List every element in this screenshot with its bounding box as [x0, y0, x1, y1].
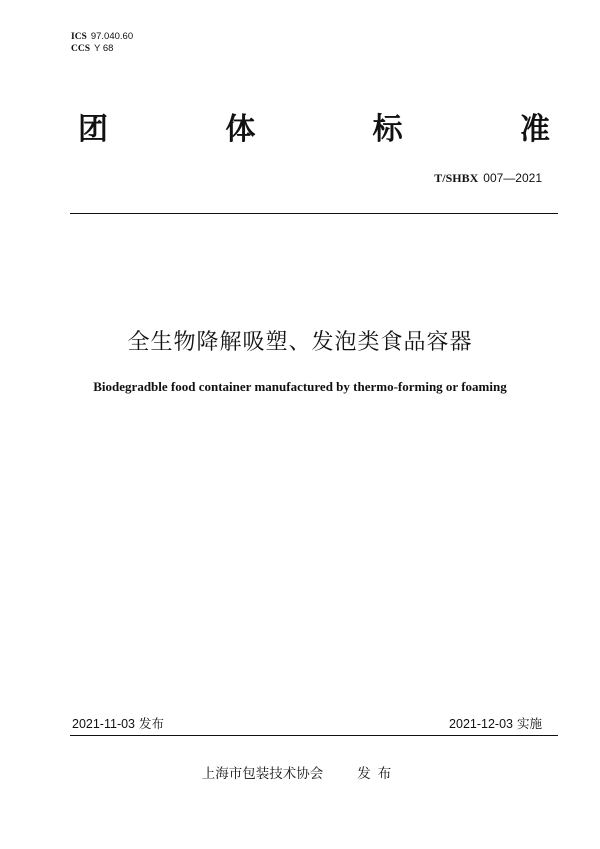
- ccs-value: Y 68: [94, 43, 114, 54]
- ccs-label: CCS: [71, 44, 91, 54]
- standard-number: [434, 171, 542, 186]
- standard-type-heading: [78, 112, 550, 148]
- standard-type-char: 团: [78, 112, 108, 147]
- document-title-english: Biodegradble food container manufactured by thermo-forming or foaming: [93, 379, 507, 394]
- issue-date-label: 发布: [139, 716, 165, 731]
- implementation-date-label: 实施: [516, 716, 542, 731]
- bottom-divider: [70, 735, 558, 736]
- issuer-organization: 上海市包装技术协会: [201, 766, 324, 782]
- standard-number-prefix: T/SHBX: [434, 171, 479, 185]
- implementation-date-value: 2021-12-03: [449, 717, 513, 731]
- issuer-line: [0, 762, 600, 782]
- standard-type-char: 准: [519, 112, 550, 147]
- standard-type-char: 标: [372, 112, 403, 147]
- top-divider: [70, 213, 558, 214]
- standard-number-value: 007—2021: [483, 171, 542, 185]
- document-title-chinese: 全生物降解吸塑、发泡类食品容器: [127, 330, 473, 355]
- standard-type-char: 体: [225, 112, 256, 147]
- issuer-action: 发布: [357, 766, 399, 782]
- issue-date: [72, 714, 164, 732]
- implementation-date: [449, 714, 542, 732]
- ccs-code: [71, 43, 113, 55]
- issue-date-value: 2021-11-03: [72, 717, 136, 731]
- ics-label: ICS: [71, 32, 87, 42]
- ics-code: [71, 31, 133, 43]
- ics-value: 97.040.60: [90, 31, 134, 42]
